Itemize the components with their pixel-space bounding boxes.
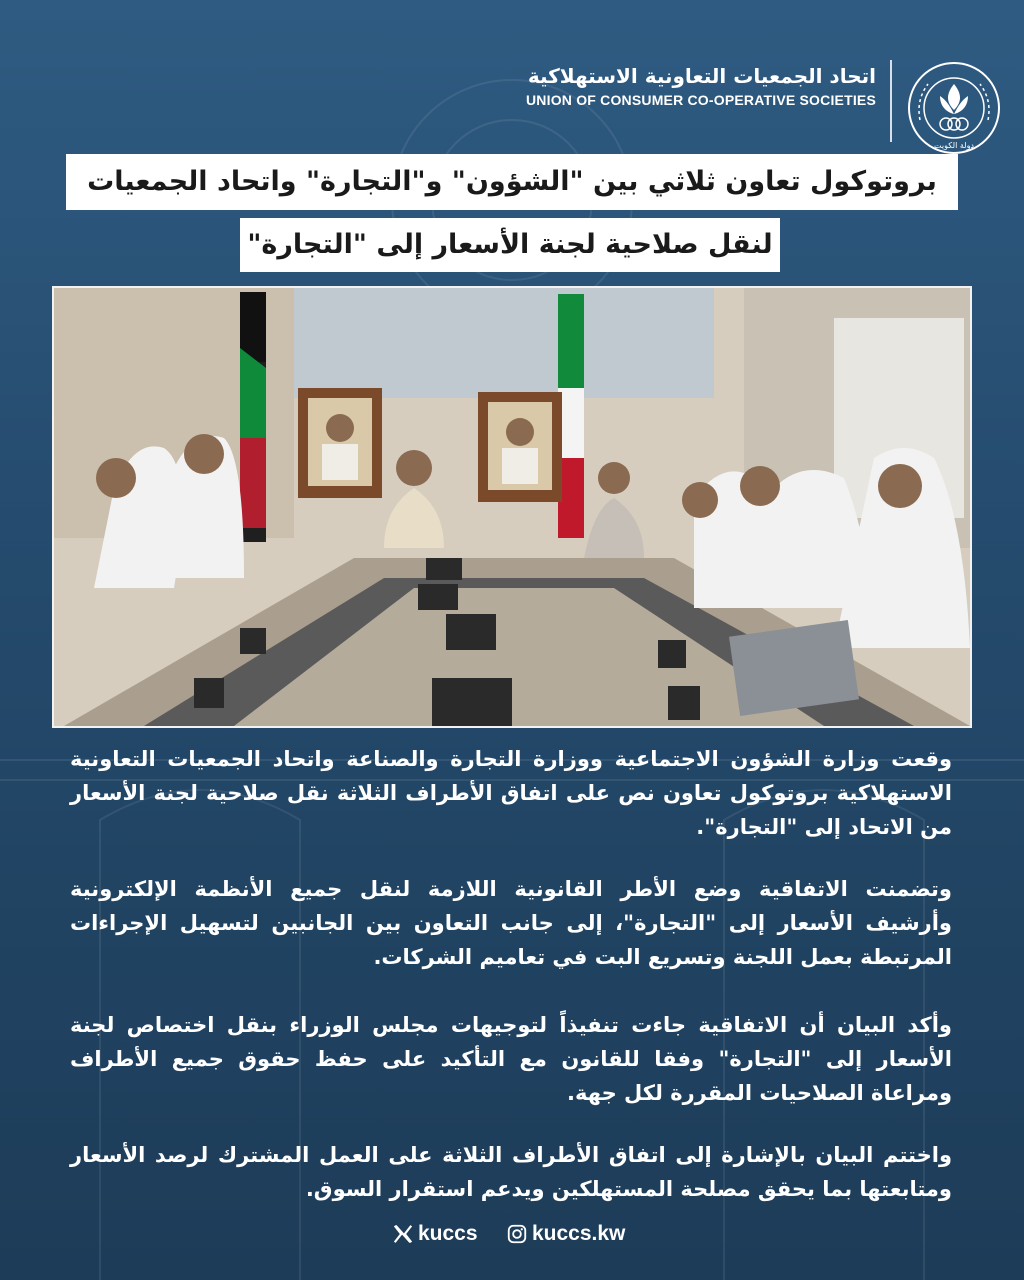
union-logo-icon (906, 60, 1002, 156)
org-name-arabic: اتحاد الجمعيات التعاونية الاستهلاكية (527, 64, 876, 88)
paragraph-4: واختتم البيان بالإشارة إلى اتفاق الأطراف الثلاثة على العمل المشترك لرصد الأسعار ومتابعتها بما يحقق مصلحة المستهلكين ويدعم استقرار السوق. (70, 1143, 952, 1201)
org-name-english: UNION OF CONSUMER CO-OPERATIVE SOCIETIES (526, 92, 876, 108)
x-handle: kuccs (418, 1222, 478, 1245)
header (0, 30, 1024, 150)
paragraph-2: وتضمنت الاتفاقية وضع الأطر القانونية اللازمة لنقل جميع الأنظمة الإلكترونية وأرشيف الأسعار إلى "التجارة"، إلى جانب التعاون بين الجانبين لتسهيل الإجراءات المرتبطة بعمل اللجنة وتسريع البت في تعاميم الشركات. (70, 877, 952, 969)
paragraph-1: وقعت وزارة الشؤون الاجتماعية ووزارة التجارة والصناعة واتحاد الجمعيات التعاونية الاستهلاكية بروتوكول تعاون نص على اتفاق الأطراف الثلاثة نقل صلاحية لجنة الأسعار من الاتحاد إلى "التجارة". (70, 747, 952, 839)
headline-line-2: لنقل صلاحية لجنة الأسعار إلى "التجارة" (240, 218, 780, 272)
logo-text: دولة الكويت (934, 141, 974, 150)
header-divider (890, 60, 892, 142)
instagram-social-link[interactable] (506, 1222, 625, 1246)
paragraph-3: وأكد البيان أن الاتفاقية جاءت تنفيذاً لتوجيهات مجلس الوزراء بنقل اختصاص لجنة الأسعار إلى "التجارة" وفقا للقانون مع التأكيد على حفظ حقوق جميع الأطراف ومراعاة الصلاحيات المقررة لكل جهة. (70, 1013, 952, 1105)
instagram-handle: kuccs.kw (532, 1222, 626, 1245)
meeting-photo-illustration (54, 288, 970, 726)
x-social-link[interactable] (392, 1222, 478, 1246)
x-logo-icon (392, 1223, 414, 1245)
instagram-icon (506, 1223, 528, 1245)
meeting-photo (52, 286, 972, 728)
headline-line-1: بروتوكول تعاون ثلاثي بين "الشؤون" و"التجارة" واتحاد الجمعيات (66, 154, 958, 210)
